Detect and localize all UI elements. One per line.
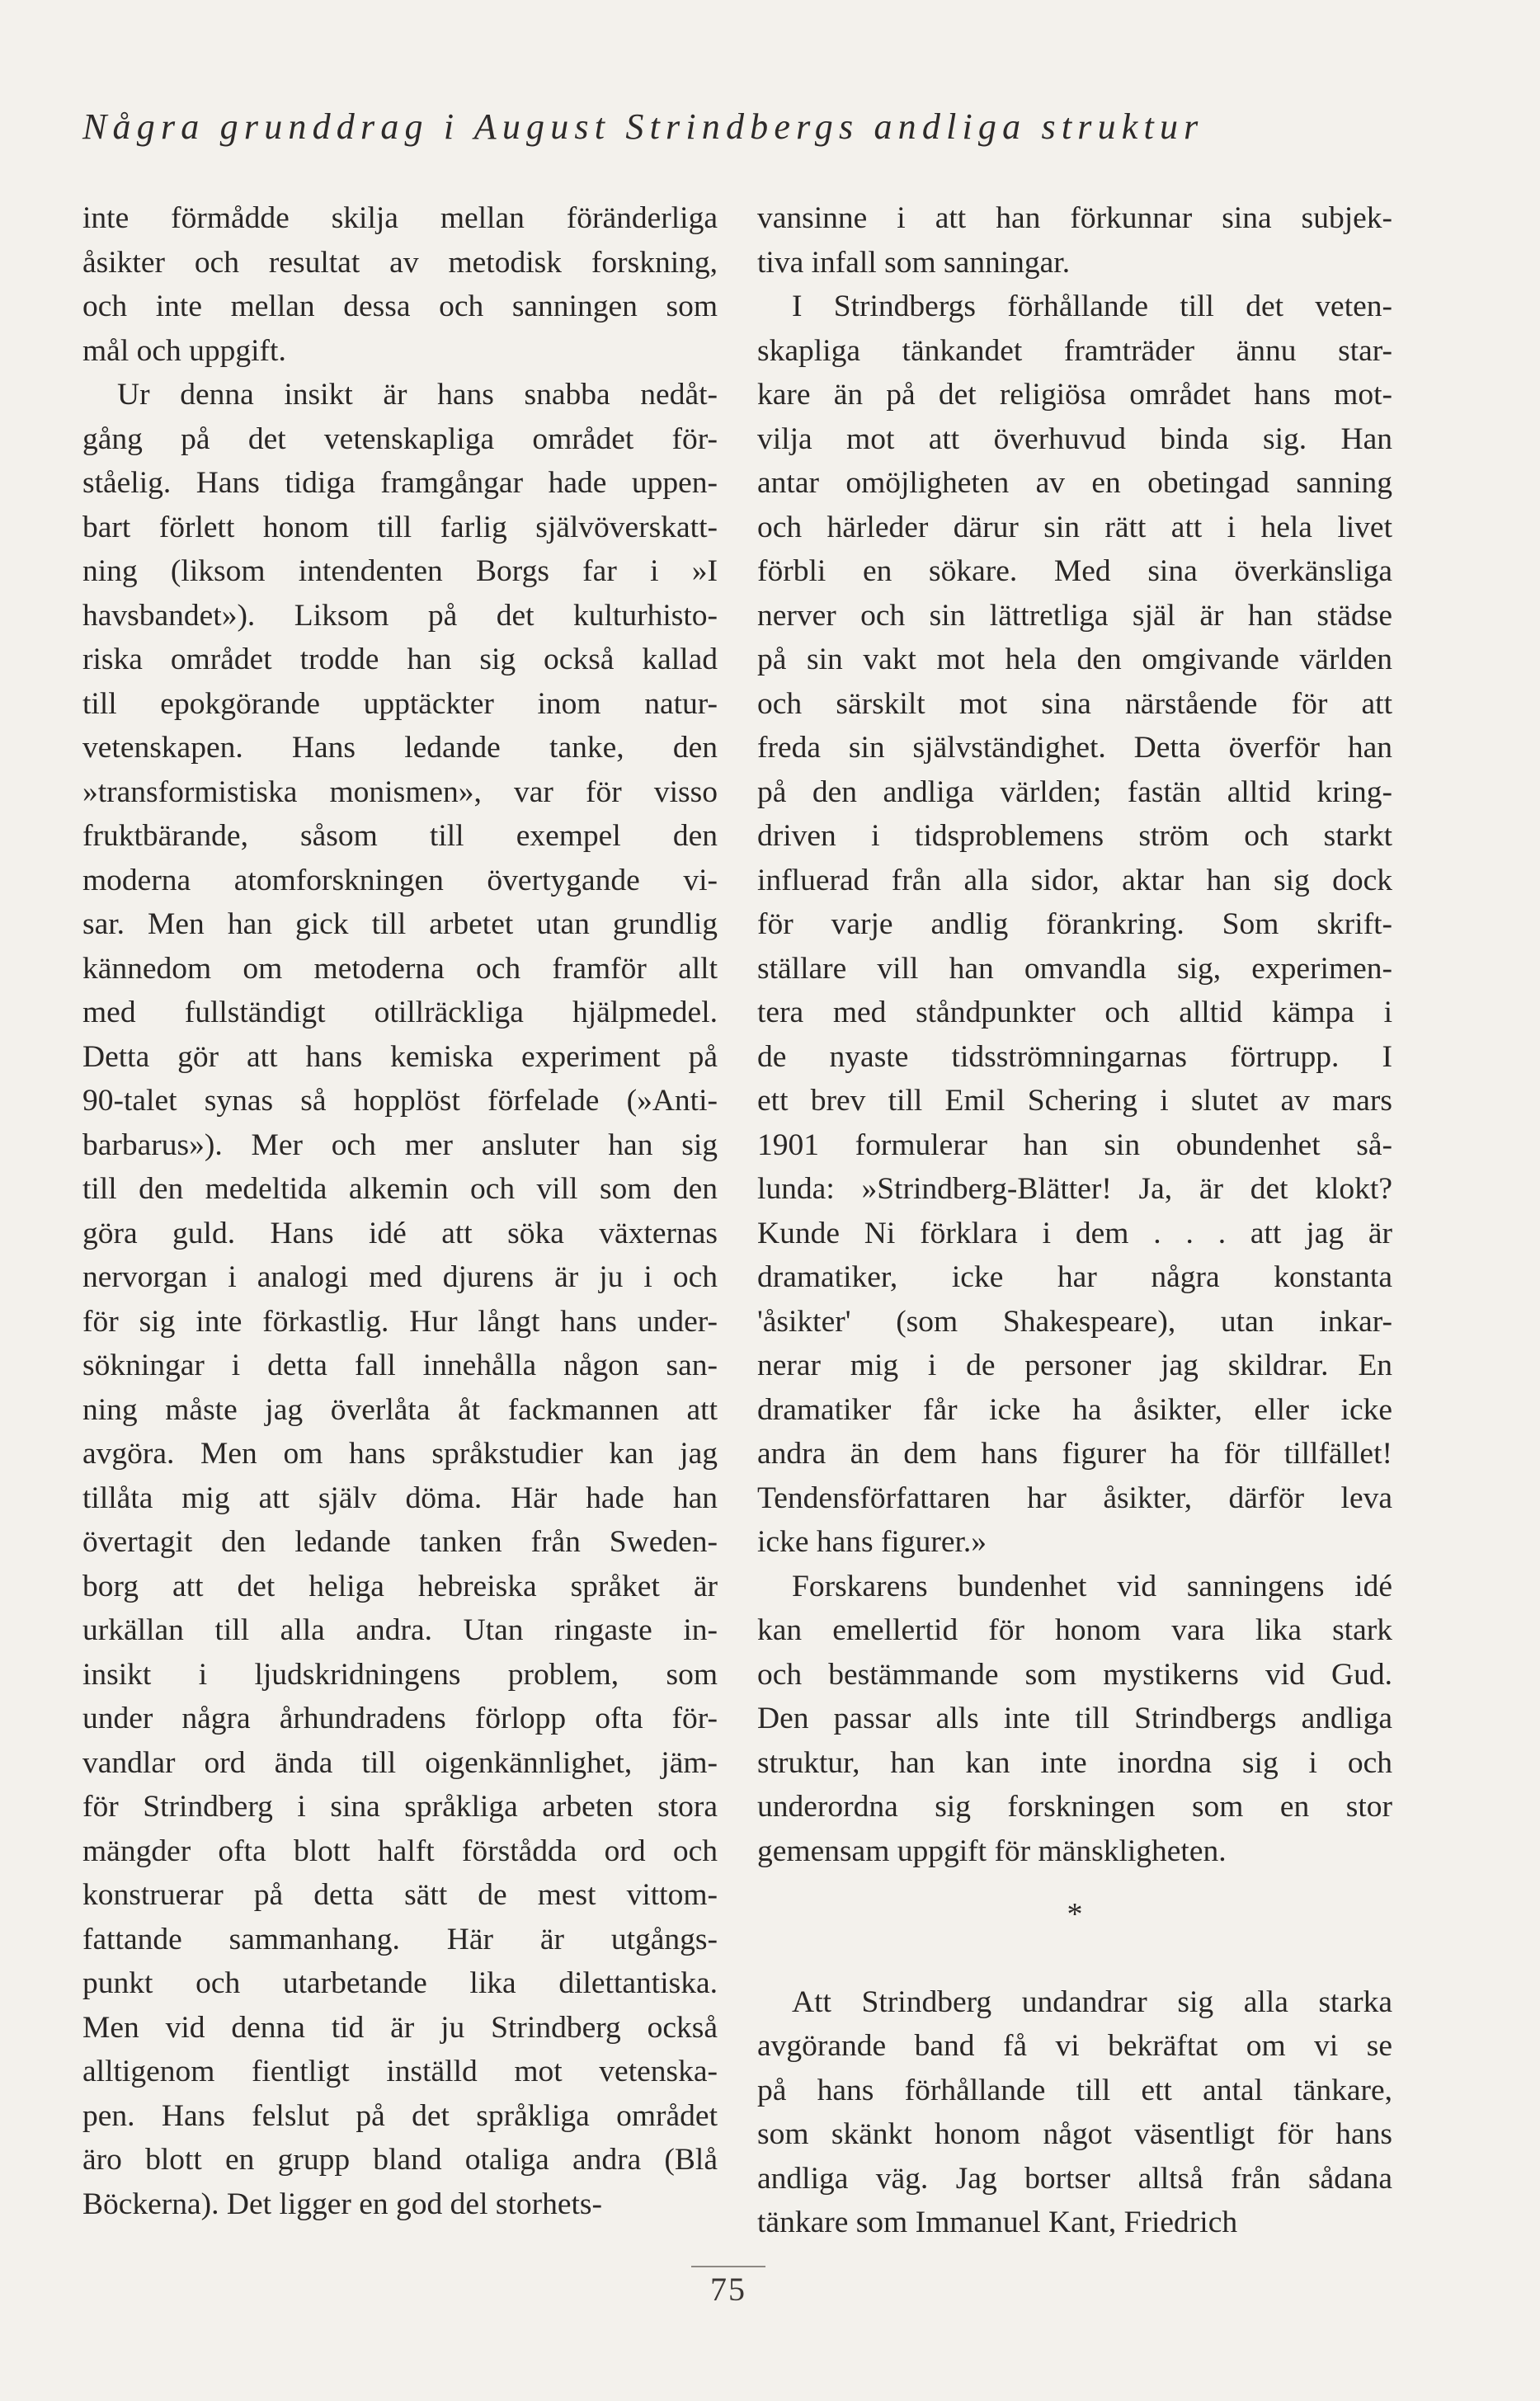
text-line: avgöra. Men om hans språkstudier kan jag (82, 1437, 718, 1471)
text-line: freda sin självständighet. Detta överför han (757, 731, 1392, 765)
text-line: och bestämmande som mystikerns vid Gud. (757, 1657, 1392, 1692)
text-line: barbarus»). Mer och mer ansluter han sig (82, 1128, 718, 1162)
text-line: 'åsikter' (som Shakespeare), utan inkar- (757, 1304, 1392, 1339)
right-column-text-after-mark (757, 1980, 1392, 2245)
text-line: riska området trodde han sig också kallad (82, 643, 718, 676)
text-line: göra guld. Hans idé att söka växternas (82, 1216, 718, 1250)
text-line: gemensam uppgift för mänskligheten. (757, 1834, 1227, 1868)
text-line: för Strindberg i sina språkliga arbeten stora (82, 1790, 718, 1824)
text-line: tillåta mig att själv döma. Här hade han (82, 1481, 718, 1515)
text-line: lunda: »Strindberg-Blätter! Ja, är det klokt? (757, 1172, 1392, 1206)
paragraph (757, 1980, 1392, 2245)
text-line: havsbandet»). Liksom på det kulturhisto- (82, 598, 718, 633)
page-number: 75 (710, 2271, 746, 2308)
paragraph (82, 373, 718, 2226)
text-line: som skänkt honom något väsentligt för hans (757, 2117, 1392, 2151)
text-line: och härleder därur sin rätt att i hela livet (757, 510, 1392, 544)
text-line: på hans förhållande till ett antal tänkare, (757, 2073, 1392, 2107)
text-line: under några århundradens förlopp ofta för- (82, 1702, 718, 1735)
text-line: ning (liksom intendenten Borgs far i »I (82, 554, 718, 588)
text-line: Tendensförfattaren har åsikter, därför leva (757, 1481, 1392, 1515)
text-line: vandlar ord ända till oigenkännlighet, jäm- (82, 1745, 718, 1780)
text-line: sar. Men han gick till arbetet utan grundlig (82, 907, 718, 941)
text-line: tiva infall som sanningar. (757, 245, 1071, 280)
text-line: och särskilt mot sina närstående för att (757, 686, 1392, 721)
text-line: pen. Hans felslut på det språkliga området (82, 2098, 718, 2133)
text-line: kännedom om metoderna och framför allt (82, 951, 718, 986)
text-line: och inte mellan dessa och sanningen som (82, 290, 718, 323)
left-column (82, 196, 718, 2226)
text-line: borg att det heliga hebreiska språket är (82, 1569, 718, 1603)
text-line: mängder ofta blott halft förstådda ord och (82, 1834, 718, 1868)
text-line: med fullständigt otillräckliga hjälpmedel. (82, 996, 718, 1029)
text-line: underordna sig forskningen som en stor (757, 1790, 1392, 1824)
text-line: mål och uppgift. (82, 333, 286, 368)
paragraph (757, 1565, 1392, 1874)
text-line: Ur denna insikt är hans snabba nedåt- (117, 378, 718, 412)
text-line: vansinne i att han förkunnar sina subjek- (757, 201, 1392, 235)
text-line: andliga väg. Jag bortser alltså från sådana (757, 2161, 1392, 2196)
text-line: kare än på det religiösa området hans mot- (757, 378, 1392, 412)
text-line: vetenskapen. Hans ledande tanke, den (82, 731, 718, 765)
text-line: Men vid denna tid är ju Strindberg också (82, 2010, 718, 2045)
text-line: åsikter och resultat av metodisk forskning, (82, 245, 718, 280)
text-line: icke hans figurer.» (757, 1525, 987, 1559)
text-line: punkt och utarbetande lika dilettantiska. (82, 1966, 718, 2000)
text-line: ställare vill han omvandla sig, experimen- (757, 951, 1392, 986)
text-line: dramatiker får icke ha åsikter, eller icke (757, 1392, 1392, 1427)
text-line: ståelig. Hans tidiga framgångar hade uppen- (82, 466, 718, 500)
text-line: bart förlett honom till farlig självöverskatt- (82, 510, 718, 544)
text-line: de nyaste tidsströmningarnas förtrupp. I (757, 1039, 1392, 1074)
text-line: Böckerna). Det ligger en god del storhets- (82, 2187, 603, 2221)
text-line: Detta gör att hans kemiska experiment på (82, 1039, 718, 1074)
text-line: till den medeltida alkemin och vill som den (82, 1172, 718, 1206)
text-line: driven i tidsproblemens ström och starkt (757, 819, 1392, 853)
text-line: antar omöjligheten av en obetingad sanning (757, 466, 1392, 500)
paragraph (757, 285, 1392, 1565)
text-line: på den andliga världen; fastän alltid kring- (757, 774, 1392, 809)
text-line: »transformistiska monismen», var för visso (82, 774, 718, 809)
text-line: fruktbärande, såsom till exempel den (82, 819, 718, 853)
text-line: fattande sammanhang. Här är utgångs- (82, 1922, 718, 1956)
text-line: vilja mot att överhuvud binda sig. Han (757, 421, 1392, 456)
text-line: till epokgörande upptäckter inom natur- (82, 686, 718, 721)
section-break-mark: * (1067, 1897, 1083, 1932)
paragraph (82, 196, 718, 373)
paragraph (757, 196, 1392, 285)
text-line: gång på det vetenskapliga området för- (82, 421, 718, 456)
text-line: inte förmådde skilja mellan föränderliga (82, 201, 718, 235)
text-line: ning måste jag överlåta åt fackmannen att (82, 1392, 718, 1427)
text-line: influerad från alla sidor, aktar han sig dock (757, 863, 1392, 897)
text-line: moderna atomforskningen övertygande vi- (82, 863, 718, 897)
text-line: nerar mig i de personer jag skildrar. En (757, 1349, 1392, 1382)
text-line: ett brev till Emil Schering i slutet av mars (757, 1084, 1392, 1118)
running-head: Några grunddrag i August Strindbergs andliga struktur (82, 106, 1204, 147)
text-line: 90-talet synas så hopplöst förfelade (»Anti- (82, 1084, 718, 1118)
text-line: övertagit den ledande tanken från Sweden- (82, 1525, 718, 1559)
text-line: urkällan till alla andra. Utan ringaste in- (82, 1613, 718, 1647)
text-line: alltigenom fientligt inställd mot vetenska- (82, 2055, 718, 2088)
text-line: tera med ståndpunkter och alltid kämpa i (757, 996, 1392, 1029)
text-line: Den passar alls inte till Strindbergs andliga (757, 1702, 1392, 1735)
text-line: I Strindbergs förhållande till det veten- (792, 290, 1392, 323)
text-line: tänkare som Immanuel Kant, Friedrich (757, 2206, 1238, 2239)
text-line: andra än dem hans figurer ha för tillfället! (757, 1437, 1392, 1471)
text-line: för varje andlig förankring. Som skrift- (757, 907, 1392, 941)
text-line: skapliga tänkandet framträder ännu star- (757, 333, 1392, 368)
text-line: 1901 formulerar han sin obundenhet så- (757, 1128, 1392, 1162)
text-line: konstruerar på detta sätt de mest vittom- (82, 1878, 718, 1912)
text-line: insikt i ljudskridningens problem, som (82, 1657, 718, 1692)
text-line: Forskarens bundenhet vid sanningens idé (792, 1569, 1392, 1603)
text-line: för sig inte förkastlig. Hur långt hans under- (82, 1304, 718, 1339)
footer-rule (691, 2266, 765, 2267)
text-line: äro blott en grupp bland otaliga andra (Blå (82, 2143, 718, 2177)
right-column-text-before-mark (757, 196, 1392, 1873)
text-line: struktur, han kan inte inordna sig i och (757, 1745, 1392, 1780)
text-line: Att Strindberg undandrar sig alla starka (792, 1984, 1392, 2019)
text-line: avgörande band få vi bekräftat om vi se (757, 2029, 1392, 2063)
text-line: nervorgan i analogi med djurens är ju i och (82, 1260, 718, 1294)
text-line: kan emellertid för honom vara lika stark (757, 1613, 1392, 1647)
text-line: Kunde Ni förklara i dem . . . att jag är (757, 1216, 1392, 1250)
text-line: sökningar i detta fall innehålla någon san- (82, 1349, 718, 1382)
text-line: nerver och sin lättretliga själ är han städse (757, 598, 1392, 633)
text-line: på sin vakt mot hela den omgivande världen (757, 643, 1392, 676)
right-column (757, 196, 1392, 2245)
text-line: dramatiker, icke har några konstanta (757, 1260, 1392, 1294)
text-line: förbli en sökare. Med sina överkänsliga (757, 554, 1392, 588)
